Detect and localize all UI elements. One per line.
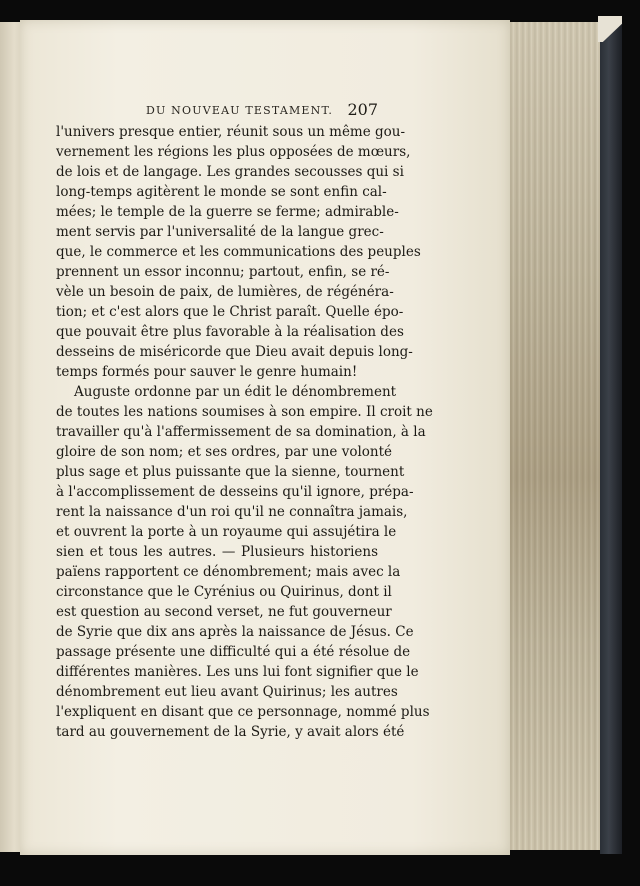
text-line: long-temps agitèrent le monde se sont enfin cal- (56, 184, 387, 200)
page-number: 207 (347, 100, 378, 119)
text-line: tard au gouvernement de la Syrie, y avait alors été (56, 724, 405, 740)
body-text (56, 122, 433, 742)
text-line: de toutes les nations soumises à son empire. Il croit ne (56, 404, 433, 420)
text-line: passage présente une difficulté qui a été résolue de (56, 644, 411, 660)
text-line: l'expliquent en disant que ce personnage, nommé plus (56, 704, 430, 720)
text-line: gloire de son nom; et ses ordres, par une volonté (56, 444, 392, 460)
text-line: païens rapportent ce dénombrement; mais avec la (56, 564, 401, 580)
text-line: que pouvait être plus favorable à la réalisation des (56, 324, 404, 340)
text-line: de Syrie que dix ans après la naissance de Jésus. Ce (56, 624, 414, 640)
text-line: vèle un besoin de paix, de lumières, de régénéra- (56, 284, 394, 300)
text-line: que, le commerce et les communications des peuples (56, 244, 421, 260)
text-line: à l'accomplissement de desseins qu'il ignore, prépa- (56, 484, 414, 500)
text-line: différentes manières. Les uns lui font signifier que le (56, 664, 419, 680)
text-line: sien et tous les autres. — Plusieurs historiens (56, 544, 378, 560)
text-line: est question au second verset, ne fut gouverneur (56, 604, 392, 620)
text-line: mées; le temple de la guerre se ferme; admirable- (56, 204, 399, 220)
text-line: dénombrement eut lieu avant Quirinus; les autres (56, 684, 398, 700)
running-title: DU NOUVEAU TESTAMENT. (146, 104, 334, 117)
text-line: et ouvrent la porte à un royaume qui assujétira le (56, 524, 397, 540)
text-line: rent la naissance d'un roi qu'il ne connaîtra jamais, (56, 504, 408, 520)
page-block-shading (500, 22, 608, 850)
text-line: plus sage et plus puissante que la sienne, tournent (56, 464, 405, 480)
text-line: vernement les régions les plus opposées de mœurs, (56, 144, 411, 160)
text-line: de lois et de langage. Les grandes secousses qui si (56, 164, 404, 180)
text-line: Auguste ordonne par un édit le dénombrement (74, 384, 397, 400)
page-header (146, 100, 378, 120)
text-line: l'univers presque entier, réunit sous un même gou- (56, 124, 406, 140)
text-line: desseins de miséricorde que Dieu avait depuis long- (56, 344, 413, 360)
text-line: temps formés pour sauver le genre humain! (56, 364, 358, 380)
text-line: ment servis par l'universalité de la langue grec- (56, 224, 384, 240)
text-line: circonstance que le Cyrénius ou Quirinus, dont il (56, 584, 392, 600)
book-cover-edge (600, 18, 622, 854)
text-line: travailler qu'à l'affermissement de sa domination, à la (56, 424, 426, 440)
text-line: prennent un essor inconnu; partout, enfin, se ré- (56, 264, 390, 280)
text-line: tion; et c'est alors que le Christ paraît. Quelle épo- (56, 304, 404, 320)
